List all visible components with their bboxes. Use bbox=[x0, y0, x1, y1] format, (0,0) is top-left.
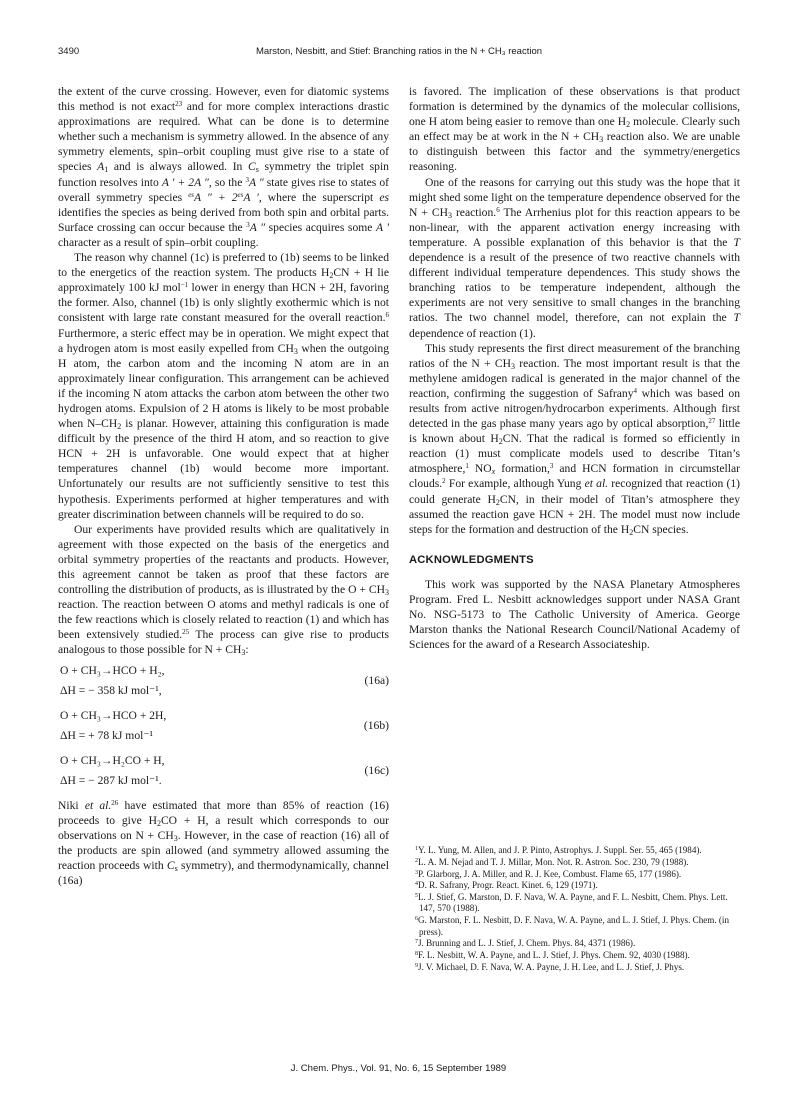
reference-7: $^7$J. Brunning and L. J. Stief, J. Chem. Phys. 84, 4371 (1986). bbox=[415, 938, 636, 949]
equation-16b: O + CH₃→HCO + 2H, ΔH = + 78 kJ mol⁻¹ (16b) bbox=[60, 708, 389, 742]
running-title: Marston, Nesbitt, and Stief: Branching ratios in the N + CH₃ reaction bbox=[255, 46, 543, 57]
left-column bbox=[58, 84, 389, 888]
reference-9: $^9$J. V. Michael, D. F. Nava, W. A. Payne, J. H. Lee, and L. J. Stief, J. Phys. bbox=[415, 961, 685, 972]
acknowledgments-heading: ACKNOWLEDGMENTS bbox=[409, 553, 534, 566]
reference-5: $^5$L. J. Stief, G. Marston, D. F. Nava, W. A. Payne, and F. L. Nesbitt, Chem. Phys. Lett. 147, 570 (1988). bbox=[415, 892, 728, 914]
paragraph-first-measurement: This study represents the first direct measurement of the branching ratios of the $N + CH_3$ reaction. The most important result is that the methylene amidogen radical is generated in the major channel of the reaction, confirming the suggestion of Safrany$^4$ which was based on results from active nitrogen/hydrocarbon experiments. Although first detected in the gas phase many years ago by optical absorption,$^{27}$ little is known about $H_2CN$. That the radical is formed so efficiently in reaction (1) must complicate models used to describe Titan’s atmosphere,$^1$ $NO_x$ formation,$^3$ and HCN formation in circumstellar clouds.$^2$ For example, although Yung et al. recognized that reaction (1) could generate $H_2CN$, in their model of Titan’s atmosphere they assumed the reaction gave HCN + 2H. The model must now include steps for the formation and destruction of the $H_2CN$ species. bbox=[409, 341, 741, 537]
reference-list bbox=[409, 845, 740, 974]
reference-6: $^6$G. Marston, F. L. Nesbitt, D. F. Nava, W. A. Payne, and L. J. Stief, J. Phys. Chem. (in press). bbox=[415, 915, 730, 937]
equation-16c: O + CH₃→H₂CO + H, ΔH = − 287 kJ mol⁻¹. (16c) bbox=[60, 753, 389, 787]
reference-4: $^4$D. R. Safrany, Progr. React. Kinet. 6, 129 (1971). bbox=[415, 880, 598, 891]
reference-2: $^2$L. A. M. Nejad and T. J. Millar, Mon. Not. R. Astron. Soc. 230, 79 (1988). bbox=[415, 856, 689, 867]
equation-16a: O + CH₃→HCO + H₂, ΔH = − 358 kJ mol⁻¹, (16a) bbox=[60, 663, 389, 697]
page-number: 3490 bbox=[58, 46, 80, 57]
paragraph-temperature-dependence: One of the reasons for carrying out this study was the hope that it might shed some light on the temperature dependence observed for the $N + CH_3$ reaction.$^6$ The Arrhenius plot for this reaction appears to be non-linear, with the apparent activation energy increasing with temperature. A possible explanation of this behavior is that the T dependence is a result of the presence of two reactive channels with different individual temperature dependences. This study shows the branching ratios to be temperature independent, although the experiments are not very sensitive to small changes in the branching ratios. The two channel model, therefore, can not explain the T dependence of reaction (1). bbox=[409, 175, 740, 340]
paragraph-niki: Niki et al.$^{26}$ have estimated that more than 85% of reaction (16) proceeds to give $H_2CO + H$, a result which corresponds to our observations on $N + CH_3$. However, in the case of reaction (16) all of the products are spin allowed (and symmetry allowed assuming the reaction proceeds with $C_s$ symmetry), and thermodynamically, channel (16a) bbox=[58, 798, 390, 888]
right-column bbox=[409, 84, 740, 652]
reference-8: $^8$F. L. Nesbitt, W. A. Payne, and L. J. Stief, J. Phys. Chem. 92, 4030 (1988). bbox=[415, 950, 690, 961]
paragraph-acknowledgments: This work was supported by the NASA Planetary Atmospheres Program. Fred L. Nesbitt acknowledges support under NASA Grant No. NSG-5173 to The Catholic University of America. George Marston thanks the National Research Council/National Academy of Sciences for the award of a Research Associateship. bbox=[409, 577, 740, 652]
running-header bbox=[58, 46, 740, 60]
paragraph-experiments-agreement: Our experiments have provided results which are qualitatively in agreement with those expected on the basis of the energetics and orbital symmetry properties of the reactants and products. However, this agreement cannot be taken as proof that these factors are controlling the distribution of products, as is illustrated by the $O + CH_3$ reaction. The reaction between O atoms and methyl radicals is one of the few reactions which is closely related to reaction (1) and which has been extensively studied.$^{25}$ The process can give rise to products analogous to those possible for $N + CH_3$: bbox=[58, 522, 390, 658]
reference-3: $^3$P. Glarborg, J. A. Miller, and R. J. Kee, Combust. Flame 65, 177 (1986). bbox=[415, 868, 682, 879]
journal-citation-footer: J. Chem. Phys., Vol. 91, No. 6, 15 September 1989 bbox=[290, 1063, 507, 1074]
equation-label: (16c) bbox=[364, 763, 389, 777]
paragraph-implication: is favored. The implication of these observations is that product formation is determined by the dynamics of the molecular collisions, one H atom being easier to remove than one $H_2$ molecule. Clearly such an effect may be at work in the $N + CH_3$ reaction also. We are unable to distinguish between this factor and the symmetry/energetics reasoning. bbox=[409, 85, 740, 174]
paragraph-channel-preference: The reason why channel (1c) is preferred to (1b) seems to be linked to the energetics of the reaction system. The products $H_2CN + H$ lie approximately 100 kJ mol$^{-1}$ lower in energy than HCN + 2H, favoring the former. Also, channel (1b) is only slightly exothermic which is not consistent with large rate constant measured for the overall reaction.$^6$ Furthermore, a steric effect may be in operation. We might expect that a hydrogen atom is most easily expelled from $CH_3$ when the outgoing H atom, the carbon atom and the incoming N atom are in an approximately linear configuration. This arrangement can be achieved if the incoming N atom attacks the carbon atom between the other two hydrogen atoms. Expulsion of 2 H atoms is likely to be most probable when $N-CH_2$ is planar. However, attaining this configuration is made difficult by the presence of the third H atom, and so reaction to give HCN + 2H is unfavorable. One would expect that at higher temperatures channel (1b) would become more important. Unfortunately our results are not sufficiently sensitive to test this hypothesis. Experiments performed at higher temperatures and with greater discrimination between channels will be required to do so. bbox=[58, 251, 389, 521]
equation-label: (16b) bbox=[363, 718, 389, 732]
equation-label: (16a) bbox=[364, 673, 389, 687]
paragraph-curve-crossing: the extent of the curve crossing. However, even for diatomic systems this method is not exact$^{23}$ and for more complex interactions drastic approximations are required. What can be done is to determine whether such a mechanism is symmetry allowed. In the absence of any symmetry elements, spin–orbit coupling must give rise to a state of species $A_1$ and is always allowed. In $C_s$ symmetry the triplet spin function resolves into A ′ + 2A ″, so the $^3$A ″ state gives rise to states of overall symmetry species $^{es}$A ″ + $2^{es}A$ ′, where the superscript es identifies the species as being derived from both spin and orbital parts. Surface crossing can occur because the $^3$A ″ species acquires some A ′ character as a result of spin–orbit coupling. bbox=[58, 85, 389, 249]
reference-1: $^1$Y. L. Yung, M. Allen, and J. P. Pinto, Astrophys. J. Suppl. Ser. 55, 465 (1984). bbox=[415, 845, 702, 855]
equation-block bbox=[58, 660, 389, 795]
